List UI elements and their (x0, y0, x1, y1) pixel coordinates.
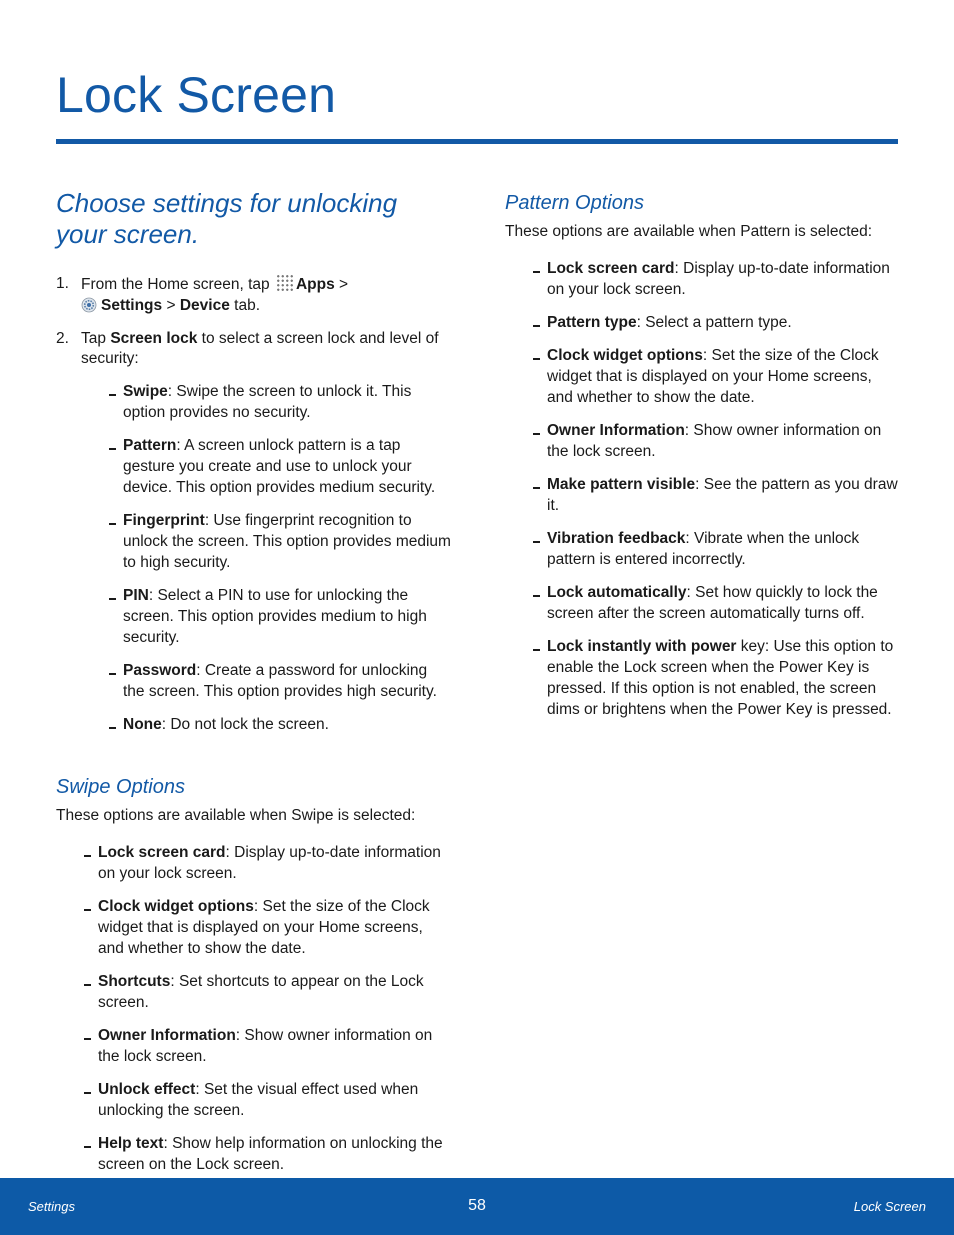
page-title: Lock Screen (56, 67, 337, 123)
pattern-options-list (522, 259, 900, 721)
list-item (522, 583, 900, 625)
option-desc: : Display up-to-date information on your lock screen. (98, 844, 441, 882)
option-desc: : Display up-to-date information on your lock screen. (547, 259, 890, 298)
list-item (522, 421, 900, 463)
option-term: Owner Information (98, 1027, 236, 1045)
bullet-dash (533, 487, 540, 489)
option-desc: key: Use this option to enable the Lock screen when the Power Key is pressed. If this option is not enabled, the screen dims or brightens when the Power Key is pressed. (547, 638, 894, 718)
step-text: Tap (81, 329, 106, 347)
title-divider (56, 139, 898, 144)
option-desc: : Select a pattern type. (636, 313, 792, 331)
apps-icon (276, 274, 294, 292)
footer-chapter-label: Lock Screen (853, 1199, 926, 1214)
option-term: Make pattern visible (547, 476, 696, 494)
option-term: Owner Information (547, 422, 685, 440)
device-label: Device (179, 296, 230, 314)
separator: > (339, 276, 349, 293)
step-number: 1. (56, 275, 69, 292)
steps-list (56, 274, 451, 736)
list-item (98, 511, 451, 573)
step-item (56, 329, 451, 736)
section-heading: Choose settings for unlocking your screen. (56, 188, 398, 249)
screen-lock-label: Screen lock (110, 329, 198, 347)
option-term: Shortcuts (98, 973, 171, 991)
option-term: Fingerprint (123, 512, 205, 530)
pattern-options-heading: Pattern Options (505, 192, 644, 214)
bullet-dash (109, 598, 116, 600)
bullet-dash (533, 649, 540, 651)
separator: > (166, 296, 176, 314)
page-number: 58 (468, 1197, 486, 1214)
option-desc: : Do not lock the screen. (161, 716, 329, 734)
bullet-dash (84, 1146, 91, 1148)
option-term: Vibration feedback (547, 530, 686, 548)
bullet-dash (84, 1092, 91, 1094)
option-desc: : Show owner information on the lock screen. (547, 422, 882, 460)
option-term: Pattern type (547, 313, 637, 331)
bullet-dash (109, 727, 116, 729)
step-number: 2. (56, 329, 69, 347)
bullet-dash (84, 984, 91, 986)
option-term: None (123, 716, 162, 734)
option-desc: : Set the visual effect used when unlocking the screen. (98, 1081, 419, 1120)
apps-label: Apps (295, 276, 335, 293)
option-desc: : Vibrate when the unlock pattern is entered incorrectly. (547, 530, 860, 569)
option-desc: : Set the size of the Clock widget that is displayed on your Home screens, and whether to show the date. (98, 898, 430, 957)
list-item (98, 586, 451, 648)
option-term: Lock automatically (547, 584, 687, 602)
swipe-options-intro: These options are available when Swipe is selected: (56, 807, 416, 825)
list-item (98, 382, 451, 424)
step-text: From the Home screen, tap (81, 276, 270, 293)
settings-label: Settings (101, 296, 163, 314)
option-term: Lock screen card (98, 844, 226, 862)
option-term: Lock instantly with power (547, 638, 737, 656)
bullet-dash (533, 325, 540, 327)
list-item (98, 436, 451, 498)
footer-section-label: Settings (28, 1199, 75, 1214)
option-term: Lock screen card (547, 259, 675, 277)
step-text: tab. (234, 296, 260, 314)
bullet-dash (533, 271, 540, 273)
option-desc: : Swipe the screen to unlock it. This option provides no security. (123, 383, 412, 421)
list-item (98, 715, 451, 736)
pattern-options-intro: These options are available when Pattern is selected: (505, 223, 873, 240)
option-desc: : Show help information on unlocking the screen on the Lock screen. (98, 1135, 443, 1174)
option-desc: : Set shortcuts to appear on the Lock screen. (98, 973, 424, 1011)
bullet-dash (109, 523, 116, 525)
option-term: Clock widget options (547, 347, 703, 365)
option-term: Clock widget options (98, 898, 254, 916)
list-item (73, 972, 451, 1014)
bullet-dash (84, 909, 91, 911)
list-item (73, 1026, 451, 1068)
option-term: Pattern (123, 437, 177, 455)
option-term: Help text (98, 1135, 164, 1153)
bullet-dash (84, 855, 91, 857)
option-desc: : Select a PIN to use for unlocking the screen. This option provides medium to high security. (123, 587, 427, 646)
right-column (505, 190, 900, 733)
list-item (73, 897, 451, 959)
list-item (522, 346, 900, 408)
list-item (522, 475, 900, 517)
page-footer (0, 1178, 954, 1235)
list-item (73, 1080, 451, 1122)
option-term: Swipe (123, 383, 168, 401)
step-item (56, 274, 451, 317)
left-column (56, 188, 451, 1189)
option-desc: : Use fingerprint recognition to unlock the screen. This option provides medium to high security. (123, 512, 451, 571)
bullet-dash (533, 541, 540, 543)
step-text: to select a screen lock and level of security: (81, 329, 439, 368)
lock-type-list (98, 382, 451, 736)
swipe-options-heading: Swipe Options (56, 776, 185, 799)
option-desc: : A screen unlock pattern is a tap gesture you create and use to unlock your device. This option provides medium security. (123, 437, 436, 496)
bullet-dash (533, 358, 540, 360)
swipe-options-list (73, 843, 451, 1176)
settings-icon (81, 297, 97, 313)
bullet-dash (533, 595, 540, 597)
list-item (522, 529, 900, 571)
bullet-dash (109, 448, 116, 450)
list-item (98, 661, 451, 703)
bullet-dash (84, 1038, 91, 1040)
bullet-dash (533, 433, 540, 435)
list-item (73, 843, 451, 885)
list-item (522, 313, 900, 334)
option-term: Unlock effect (98, 1081, 196, 1099)
bullet-dash (109, 394, 116, 396)
bullet-dash (109, 673, 116, 675)
list-item (73, 1134, 451, 1176)
option-desc: : Set how quickly to lock the screen after the screen automatically turns off. (547, 584, 878, 623)
option-desc: : See the pattern as you draw it. (547, 476, 898, 514)
option-desc: : Set the size of the Clock widget that is displayed on your Home screens, and whether to show the date. (547, 347, 879, 406)
list-item (522, 637, 900, 720)
option-term: Password (123, 661, 197, 679)
option-term: PIN (123, 587, 149, 605)
option-desc: : Show owner information on the lock screen. (98, 1027, 433, 1066)
list-item (522, 259, 900, 301)
option-desc: : Create a password for unlocking the screen. This option provides high security. (123, 661, 437, 700)
